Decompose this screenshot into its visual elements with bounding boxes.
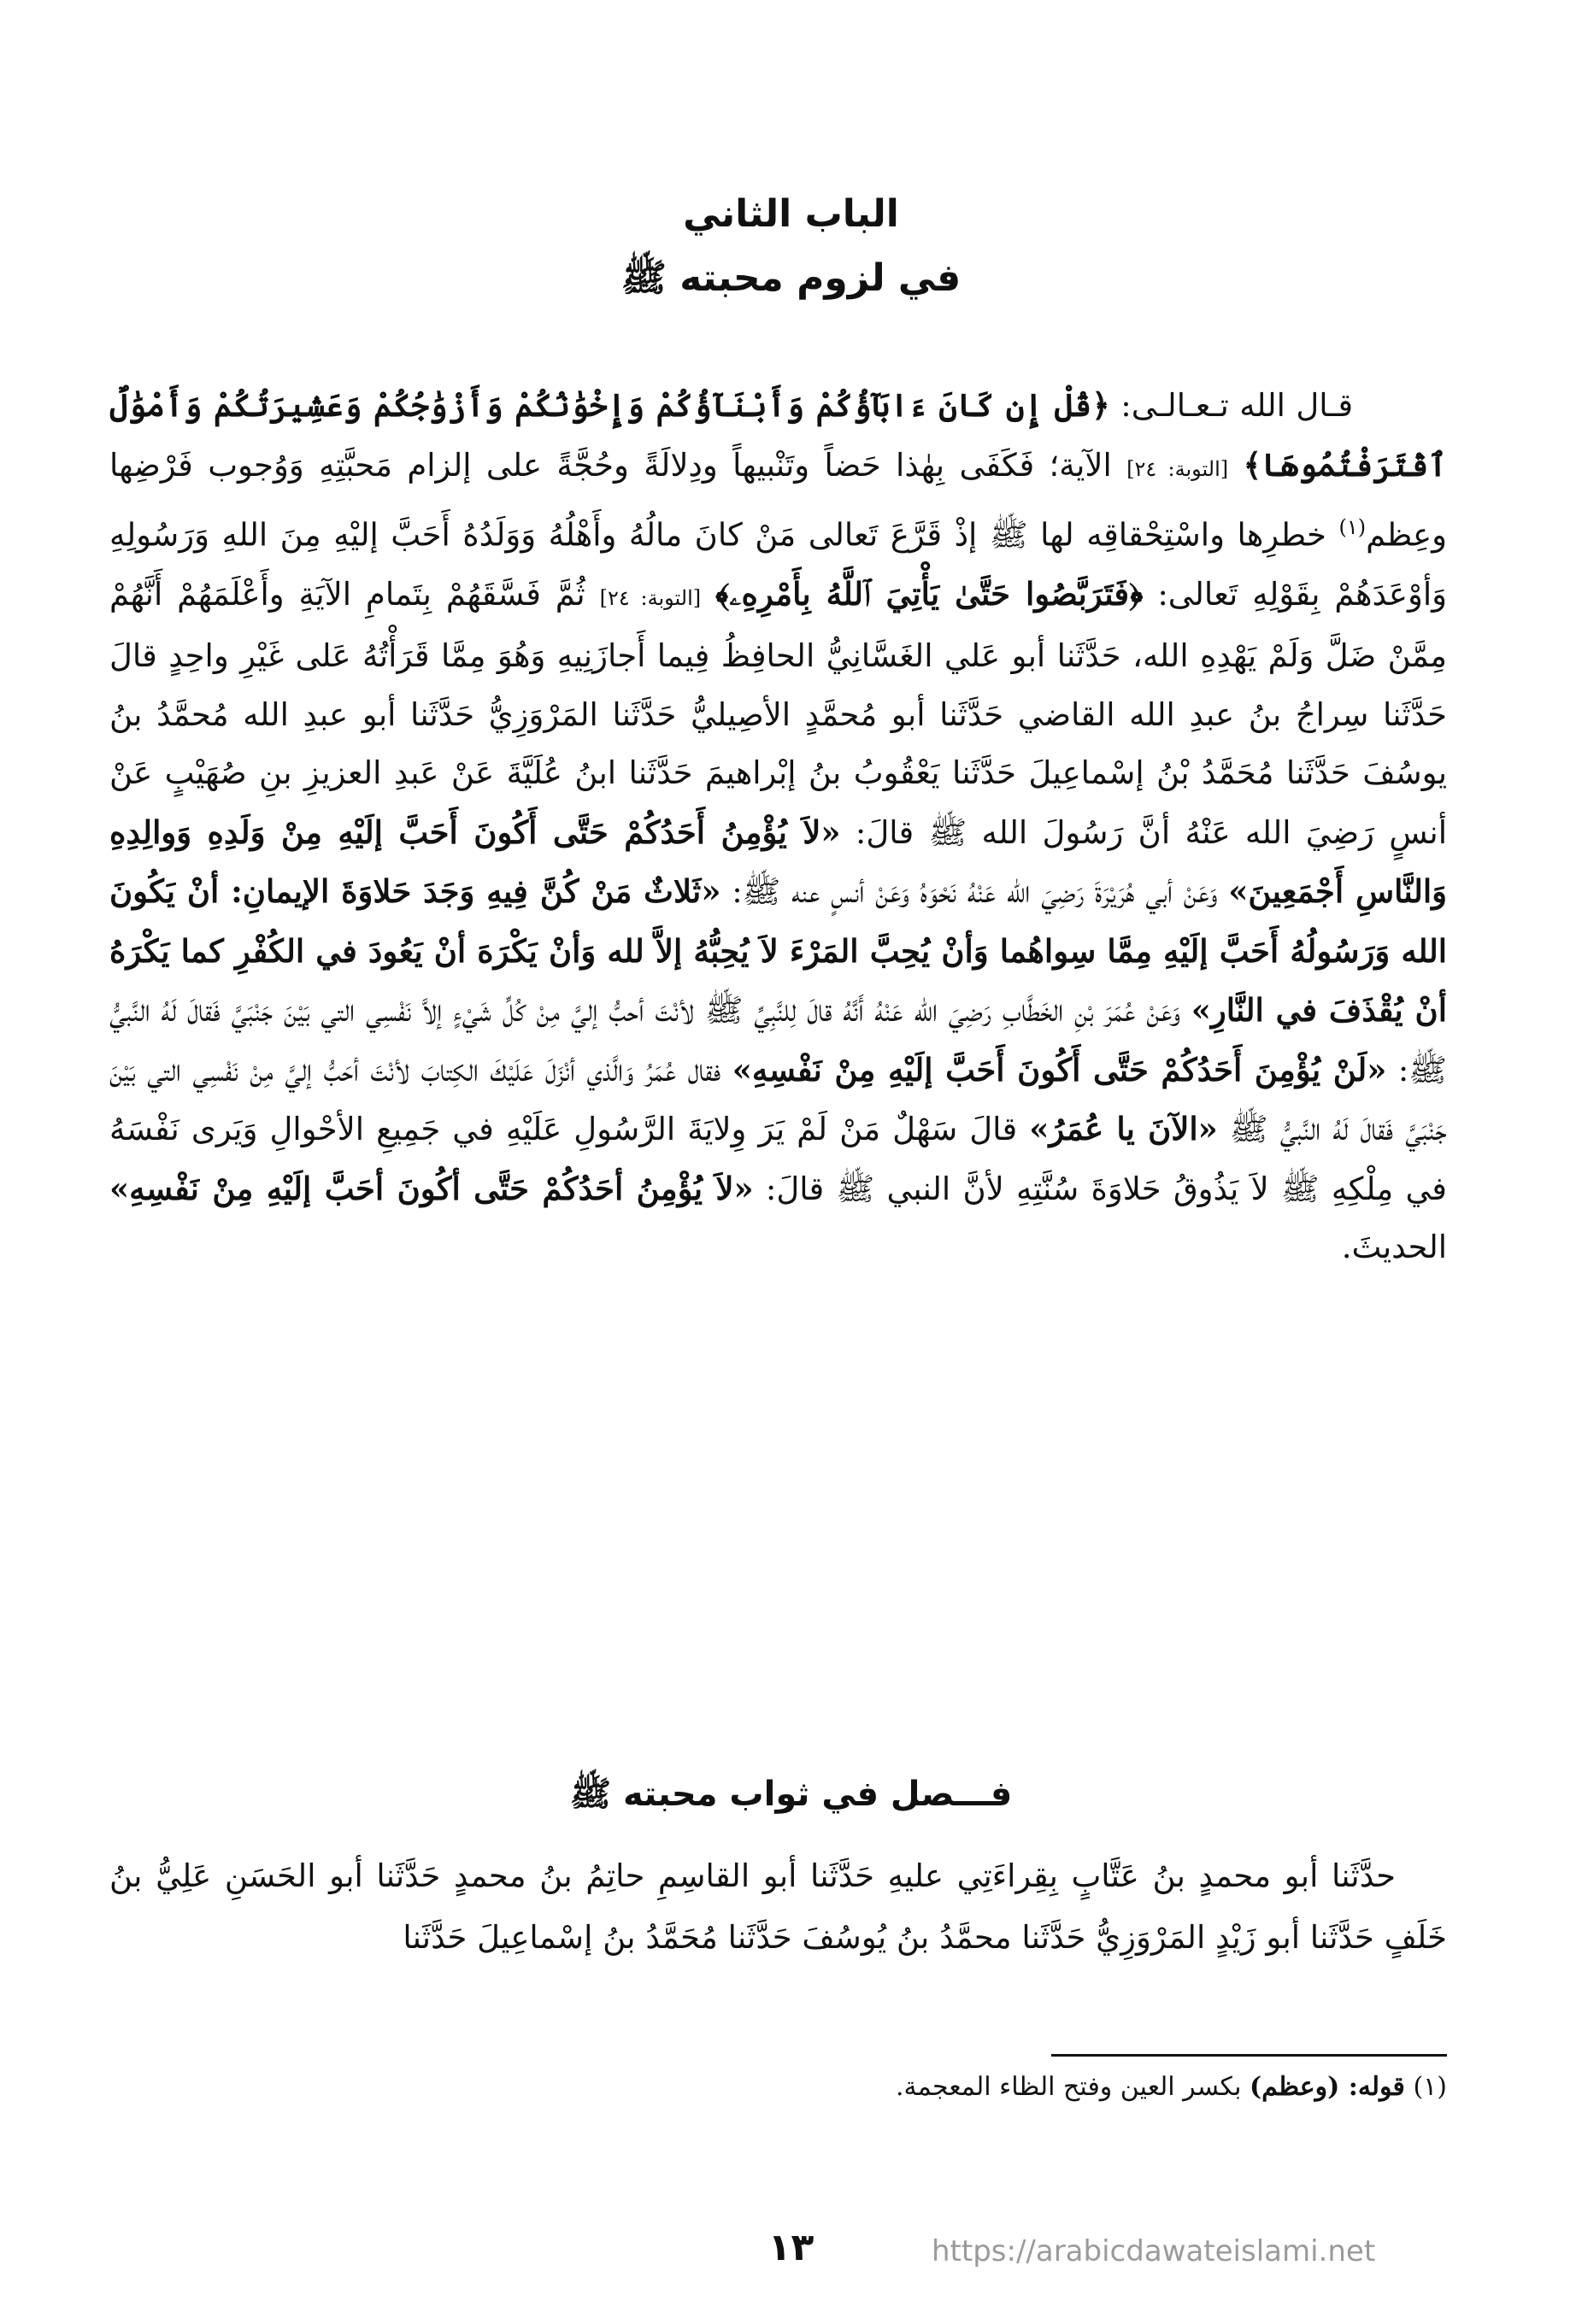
footnote-text: بكسر العين وفتح الظاء المعجمة. [896, 2072, 1250, 2102]
body-text-segment: قالَ سَهْلٌ مَنْ لَمْ يَرَ وِلايَةَ الرَّسُولِ عَلَيْهِ في جَمِيعِ الأحْوالِ وَيَرى نَفْسَهُ في مِلْكِهِ ﷺ لاَ يَذُوقُ حَلاوَةَ سُنَّتِهِ لأنَّ النبي ﷺ قالَ: [109, 1111, 1447, 1207]
body-text-segment: خطرِها واسْتِحْقاقِه لها ﷺ إذْ قَرَّعَ تَعالى مَنْ كانَ مالُهُ وأَهْلُهُ وَوَلَدُهُ أَحَبَّ إليْهِ مِنَ اللهِ وَرَسُولِهِ وَأوْعَدَهُمْ بِقَوْلِهِ تَعالى: [109, 516, 1447, 613]
footnote-marker: (١) [1338, 515, 1367, 539]
footnote [109, 2072, 1447, 2102]
body-text-segment: الحديثَ. [1341, 1229, 1447, 1266]
body-text-segment: وَعَنْ عُمَرَ بْنِ الخَطَّابِ رَضِيَ الله عَنْهُ أَنَّهُ قالَ لِلنَّبِيِّ ﷺ لأنْتَ أحبُّ إليَّ مِنْ كُلِّ شَيْءٍ إلاَّ نَفْسِي التي بَيْنَ جَنْبَيَّ فَقالَ لَهُ النَّبيُّ ﷺ: [109, 992, 1448, 1089]
body-text-segment: فقال عُمَرُ وَالَّذي أنْزَلَ عَلَيْكَ الكِتابَ لأنْتَ أحَبُّ إليَّ مِنْ نَفْسِي التي بَيْنَ جَنْبَيَّ فَقالَ لَهُ النَّبيُّ ﷺ [109, 1051, 1447, 1148]
main-paragraph [109, 376, 1447, 1277]
body-text-segment: ثُمَّ فَسَّقَهُمْ بِتَمامِ الآيَةِ وأَعْلَمَهُمْ أَنَّهُمْ مِمَّنْ ضَلَّ وَلَمْ يَهْدِهِ الله، حَدَّثَنا أبو عَلي الغَسَّانِيُّ الحافِظُ فِيما أَجازَنِيهِ وَهُوَ مِمَّا قَرَأْتُهُ عَلى غَيْرِ واحِدٍ قالَ حَدَّثَنا سِراجُ بنُ عبدِ الله القاضي حَدَّثَنا أبو مُحمَّدٍ الأصِيليُّ حَدَّثَنا المَرْوَزِيُّ حَدَّثَنا أبو عبدِ الله مُحمَّدُ بنُ يوسُفَ حَدَّثَنا مُحَمَّدُ بْنُ إسْماعِيلَ حَدَّثَنا يَعْقُوبُ بنُ إبْراهيمَ حَدَّثَنا ابنُ عُلَيَّةَ عَنْ عَبدِ العزيزِ بنِ صُهَيْبٍ عَنْ أنسٍ رَضِيَ الله عَنْهُ أنَّ رَسُولَ الله ﷺ قالَ: [109, 575, 1447, 851]
chapter-title: الباب الثاني [683, 192, 899, 236]
page-number: ١٣ [767, 2226, 815, 2269]
quran-verse: ﴿فَتَرَبَّصُوا حَتَّىٰ يَأْتِيَ ٱللَّهُ بِأَمْرِهِۦ﴾ [715, 574, 1144, 613]
verse-reference: [التوبة: ٢٤] [1126, 456, 1229, 481]
section-text: حدَّثَنا أبو محمدٍ بنُ عَتَّابٍ بِقِراءَتِي عليهِ حَدَّثَنا أبو القاسِمِ حاتِمُ بنُ محمدٍ حَدَّثَنا أبو الحَسَنِ عَلِيُّ بنُ خَلَفٍ حَدَّثَنا أبو زَيْدٍ المَرْوَزِيُّ حَدَّثَنا محمَّدُ بنُ يُوسُفَ حَدَّثَنا مُحَمَّدُ بنُ إسْماعِيلَ حَدَّثَنا [109, 1857, 1447, 1956]
quran-verse: ﴿قُلْ إِن كَانَ ءَابَآؤُكُمْ وَأَبْنَآؤُكُمْ وَإِخْوَٰنُكُمْ وَأَزْوَٰجُكُمْ وَعَشِيرَتُكُمْ وَأَمْوَٰلٌ ٱقْتَرَفْتُمُوهَا﴾ [109, 386, 1447, 484]
body-text-segment: وَعَنْ أبي هُرَيْرَةَ رَضِيَ الله عَنْهُ نَحْوَهُ وَعَنْ أنسٍ عنه ﷺ: [720, 873, 1229, 911]
section-paragraph [109, 1846, 1447, 1969]
intro-text: قـال الله تـعـالـى: [1109, 387, 1354, 424]
hadith-text: «الآنَ يا عُمَرُ» [1029, 1110, 1218, 1148]
body-text-segment: الآية؛ فَكَفَى بِهٰذا حَضاً وتَنْبيهاً ودِلالَةً وحُجَّةً على إلزام مَحبَّتِهِ وَوُجوب فَرْضِها وعِظم [109, 446, 1447, 554]
verse-reference: [التوبة: ٢٤] [599, 585, 702, 610]
section-title: فـــصل في ثواب محبته ﷺ [569, 1775, 1013, 1814]
hadith-text: «ثَلاثٌ مَنْ كُنَّ فِيهِ وَجَدَ حَلاوَةَ الإيمانِ: أنْ يَكُونَ الله وَرَسُولُهُ أَحَبَّ إلَيْهِ مِمَّا سِواهُما وَأنْ يُحِبَّ المَرْءَ لاَ يُحِبُّهُ إلاَّ لله وَأنْ يَكْرَهَ أنْ يَعُودَ في الكُفْرِ كما يَكْرَهُ أنْ يُقْذَفَ في النَّارِ» [109, 872, 1447, 1030]
footnote-divider [1051, 2054, 1447, 2057]
footnote-number: (١) [1413, 2072, 1447, 2102]
hadith-text: «لَنْ يُؤْمِنَ أَحَدُكُمْ حَتَّى أَكُونَ أَحَبَّ إلَيْهِ مِنْ نَفْسِهِ» [732, 1050, 1387, 1089]
footnote-label: قوله: (وعظم) [1249, 2072, 1405, 2102]
watermark-url: https://arabicdawateislami.net [932, 2234, 1376, 2268]
chapter-subtitle: في لزوم محبته ﷺ [620, 256, 962, 300]
hadith-text: «لاَ يُؤْمِنُ أحَدُكُمْ حَتَّى أكُونَ أحَبَّ إلَيْهِ مِنْ نَفْسِهِ» [109, 1169, 754, 1207]
hadith-text: «لاَ يُؤْمِنُ أَحَدُكُمْ حَتَّى أَكُونَ أَحَبَّ إلَيْهِ مِنْ وَلَدِهِ وَوالِدِهِ وَالنَّاسِ أَجْمَعِينَ» [109, 813, 1448, 911]
